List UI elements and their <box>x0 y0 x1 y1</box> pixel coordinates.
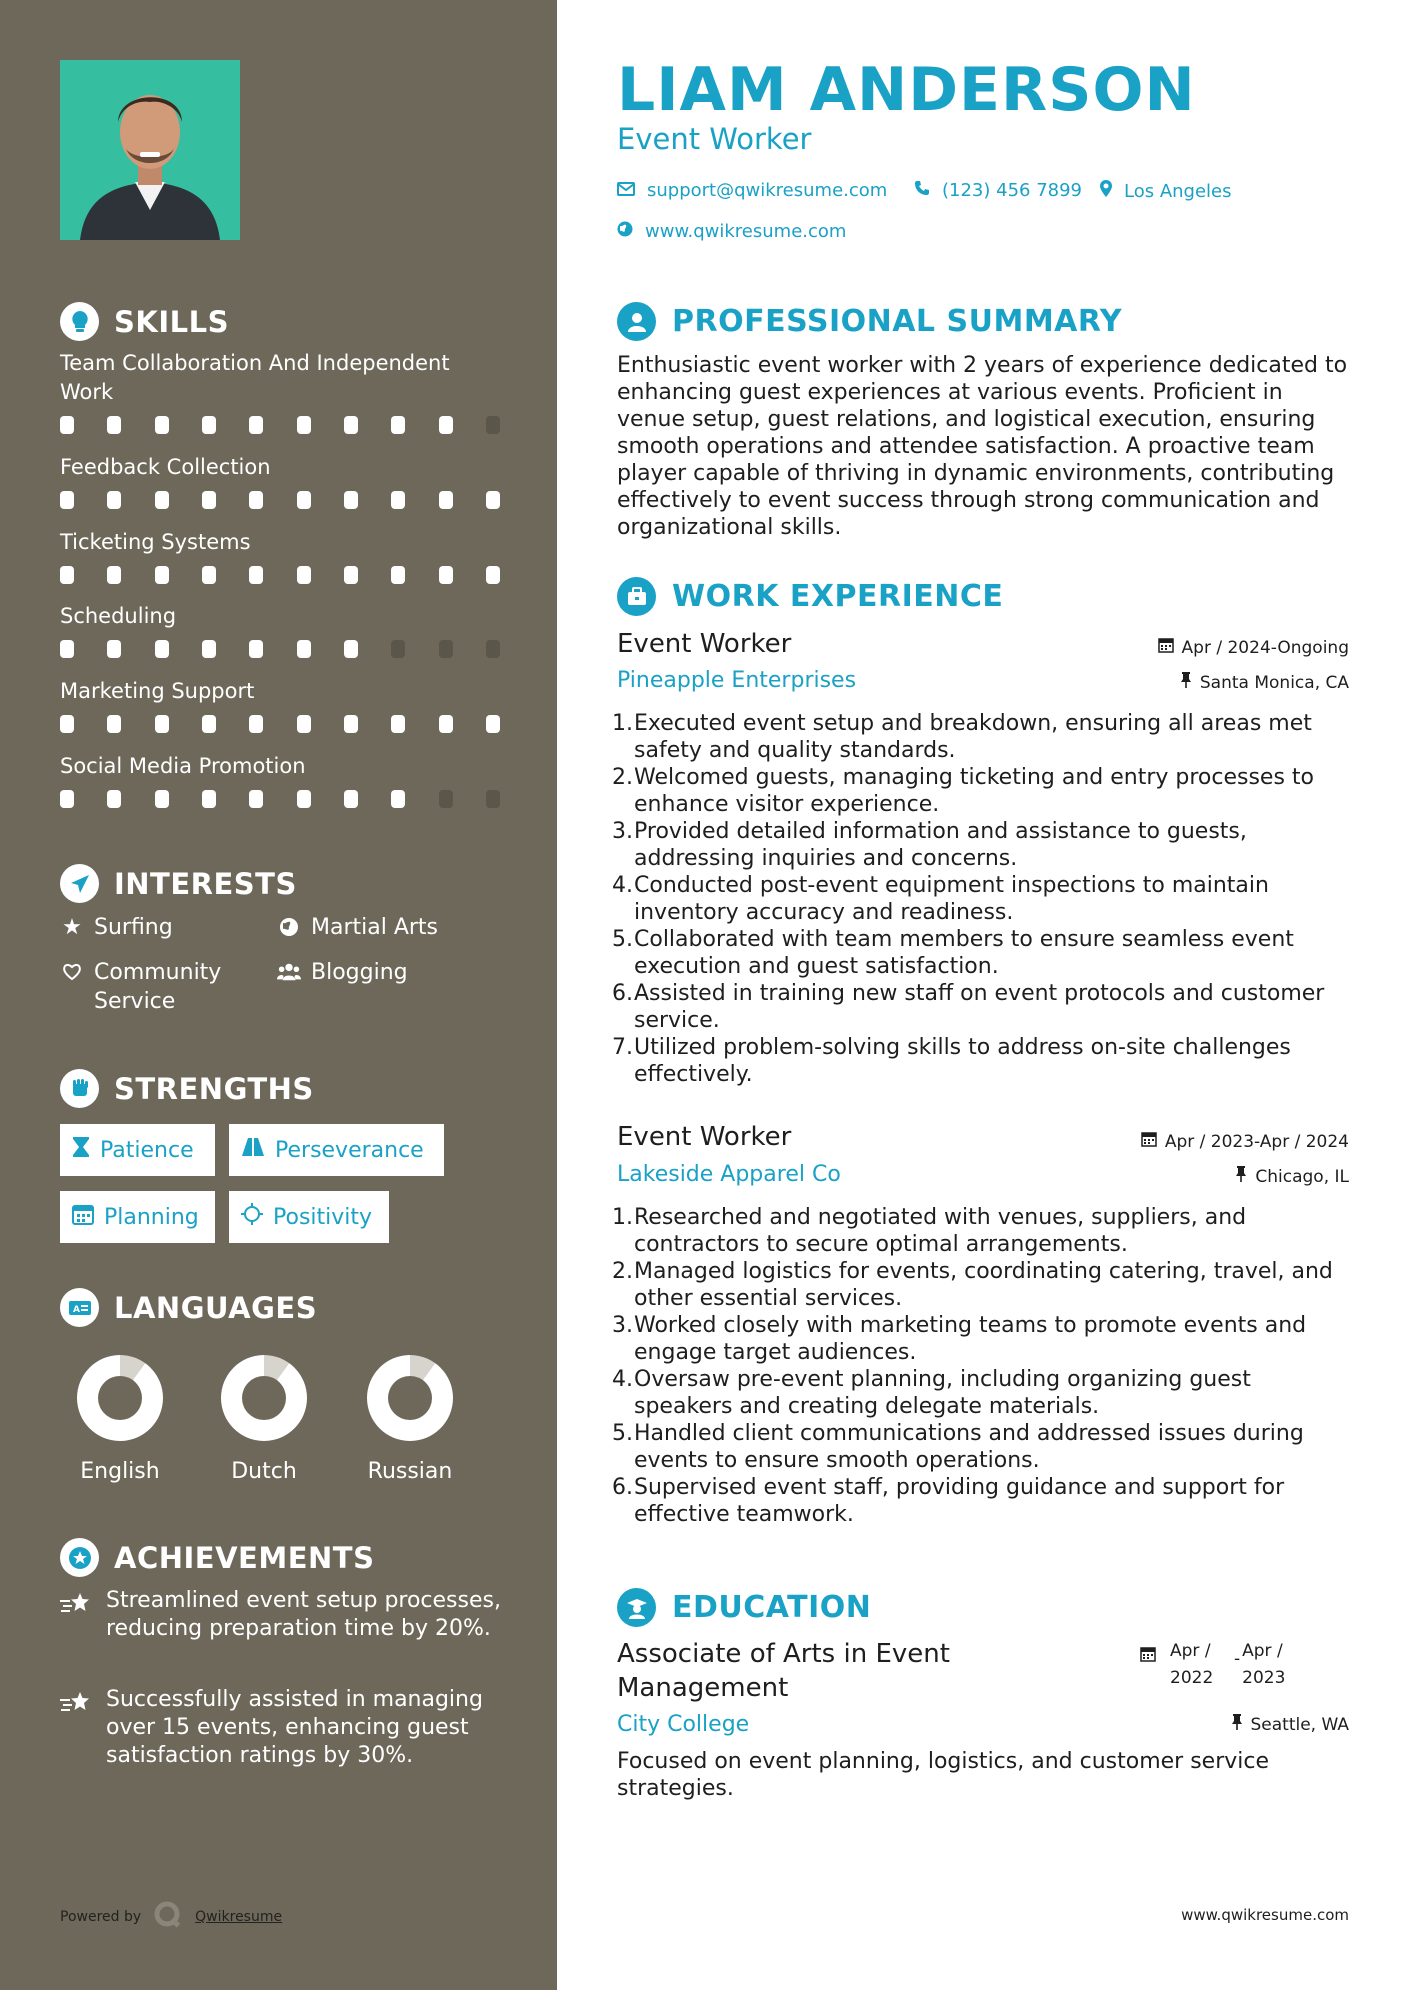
education-location-text: Seattle, WA <box>1250 1714 1349 1735</box>
skill-level-dot <box>297 640 311 658</box>
job-duty-item <box>612 764 1352 818</box>
duty-text: Utilized problem-solving skills to address on-site challenges effectively. <box>634 1035 1291 1087</box>
skills-title: SKILLS <box>114 304 229 339</box>
paper-plane-icon <box>60 864 99 903</box>
job-duty-item <box>612 1474 1352 1528</box>
skill-name: Scheduling <box>60 604 177 628</box>
achievement-text: Streamlined event setup processes, reducing preparation time by 20%. <box>106 1588 501 1641</box>
interest-label: Surfing <box>94 915 173 940</box>
interests-heading <box>60 864 297 903</box>
skill-level-dot <box>297 566 311 584</box>
interest-label: Blogging <box>311 960 408 985</box>
duty-text: Oversaw pre-event planning, including organizing guest speakers and creating delegate materials. <box>634 1367 1251 1419</box>
skill-item <box>60 602 500 658</box>
job-dates-text: Apr / 2023-Apr / 2024 <box>1164 1131 1349 1152</box>
duty-text: Worked closely with marketing teams to promote events and engage target audiences. <box>634 1313 1307 1365</box>
skill-level-dot <box>60 640 74 658</box>
achievements-heading <box>60 1538 374 1577</box>
calendar-icon <box>1158 637 1174 658</box>
summary-heading <box>617 302 1122 341</box>
achievement-item <box>60 1686 520 1770</box>
skill-item <box>60 677 500 733</box>
duty-text: Supervised event staff, providing guidance and support for effective teamwork. <box>634 1475 1285 1527</box>
star-icon: ★ <box>62 914 82 940</box>
duty-text: Provided detailed information and assistance to guests, addressing inquiries and concerns. <box>634 819 1247 871</box>
user-icon <box>617 302 656 341</box>
skill-level-dots <box>60 491 500 509</box>
envelope-icon <box>617 180 635 201</box>
strength-label: Positivity <box>273 1204 373 1230</box>
pin-icon <box>1235 1166 1247 1187</box>
qwikresume-link[interactable]: Qwikresume <box>195 1909 283 1925</box>
experience-heading <box>617 577 1003 616</box>
skill-level-dot <box>60 715 74 733</box>
skill-item <box>60 528 500 584</box>
duty-text: Conducted post-event equipment inspections to maintain inventory accuracy and readiness. <box>634 873 1269 925</box>
skill-level-dot <box>391 790 405 808</box>
duty-text: Executed event setup and breakdown, ensuring all areas met safety and quality standards. <box>634 711 1312 763</box>
strength-badge-positivity <box>229 1191 389 1243</box>
skill-level-dot <box>107 715 121 733</box>
duty-number: 6. <box>612 1475 633 1500</box>
lightbulb-icon <box>60 302 99 341</box>
strength-label: Patience <box>100 1137 194 1163</box>
candidate-title: Event Worker <box>617 122 812 156</box>
skill-level-dot <box>391 416 405 434</box>
skill-level-dot <box>155 566 169 584</box>
job-duty-item <box>612 1034 1352 1088</box>
skill-level-dot <box>107 491 121 509</box>
hourglass-icon <box>72 1136 90 1164</box>
education-school: City College <box>617 1712 750 1737</box>
sidebar <box>0 0 557 1990</box>
job-duty-item <box>612 872 1352 926</box>
job-duty-item <box>612 1312 1352 1366</box>
duty-number: 6. <box>612 981 633 1006</box>
duty-number: 3. <box>612 819 633 844</box>
skill-level-dot <box>107 640 121 658</box>
skill-level-dot <box>391 491 405 509</box>
duty-text: Researched and negotiated with venues, suppliers, and contractors to secure optimal arrangements. <box>634 1205 1247 1257</box>
education-date-separator: - <box>1234 1649 1241 1669</box>
strengths-heading <box>60 1069 314 1108</box>
job-duty-item <box>612 1366 1352 1420</box>
duty-text: Welcomed guests, managing ticketing and entry processes to enhance visitor experience. <box>634 765 1315 817</box>
contact-phone[interactable] <box>914 180 1082 201</box>
skill-level-dot <box>155 640 169 658</box>
users-icon <box>277 958 301 986</box>
education-title: EDUCATION <box>672 1590 872 1625</box>
achievements-title: ACHIEVEMENTS <box>114 1540 375 1575</box>
job-duties-list <box>612 1204 1352 1528</box>
strengths-title: STRENGTHS <box>114 1071 314 1106</box>
skill-level-dot <box>439 790 453 808</box>
education-degree: Associate of Arts in Event Management <box>617 1639 950 1703</box>
contact-website[interactable] <box>617 221 846 242</box>
education-dates <box>1140 1638 1292 1692</box>
email-text: support@qwikresume.com <box>647 180 888 201</box>
skill-level-dot <box>155 416 169 434</box>
languages-heading <box>60 1288 317 1327</box>
skill-level-dot <box>60 416 74 434</box>
language-level-ring <box>367 1355 453 1441</box>
skill-level-dot <box>344 416 358 434</box>
interest-label: Community Service <box>94 960 222 1014</box>
skill-level-dots <box>60 715 500 733</box>
skill-level-dot <box>297 790 311 808</box>
skill-level-dots <box>60 790 500 808</box>
achievement-text: Successfully assisted in managing over 15 events, enhancing guest satisfaction ratings by 30%. <box>106 1687 483 1768</box>
calendar-icon <box>72 1203 94 1231</box>
language-level-ring <box>77 1355 163 1441</box>
duty-number: 4. <box>612 1367 633 1392</box>
skill-level-dot <box>60 491 74 509</box>
phone-text: (123) 456 7899 <box>942 180 1083 201</box>
skill-name: Feedback Collection <box>60 455 271 479</box>
skill-level-dot <box>486 491 500 509</box>
calendar-icon <box>1140 1638 1156 1692</box>
language-name: English <box>80 1459 160 1484</box>
sun-outline-icon <box>241 1203 263 1231</box>
pin-icon <box>1180 672 1192 693</box>
job-duty-item <box>612 1258 1352 1312</box>
footer-website-link[interactable]: www.qwikresume.com <box>1181 1906 1349 1924</box>
language-level-ring <box>221 1355 307 1441</box>
skill-level-dot <box>391 640 405 658</box>
shooting-star-icon <box>60 1587 94 1643</box>
strength-label: Planning <box>104 1204 199 1230</box>
duty-number: 3. <box>612 1313 633 1338</box>
qwikresume-logo-icon <box>153 1900 183 1934</box>
duty-text: Assisted in training new staff on event protocols and customer service. <box>634 981 1325 1033</box>
candidate-name: LIAM ANDERSON <box>617 55 1196 125</box>
skill-level-dot <box>297 416 311 434</box>
summary-title: PROFESSIONAL SUMMARY <box>672 304 1123 339</box>
language-item-english <box>60 1355 180 1484</box>
heart-outline-icon <box>60 958 84 986</box>
duty-number: 5. <box>612 927 633 952</box>
skill-level-dot <box>486 566 500 584</box>
map-pin-icon <box>1100 180 1112 203</box>
duty-number: 4. <box>612 873 633 898</box>
skill-level-dot <box>107 416 121 434</box>
skill-level-dot <box>486 790 500 808</box>
skill-level-dot <box>155 491 169 509</box>
skill-level-dot <box>107 790 121 808</box>
skill-level-dot <box>439 491 453 509</box>
skill-level-dot <box>297 715 311 733</box>
job-location <box>1235 1166 1349 1187</box>
job-duty-item <box>612 1204 1352 1258</box>
job-location <box>1180 672 1349 693</box>
graduate-icon <box>617 1588 656 1627</box>
skill-level-dot <box>344 790 358 808</box>
achievement-item <box>60 1587 520 1643</box>
language-item-russian <box>350 1355 470 1484</box>
skill-level-dot <box>249 491 263 509</box>
duty-number: 1. <box>612 1205 633 1230</box>
star-badge-icon <box>60 1538 99 1577</box>
skill-level-dot <box>155 715 169 733</box>
powered-by-label: Powered by <box>60 1909 142 1925</box>
globe-icon <box>617 221 633 242</box>
website-text: www.qwikresume.com <box>645 221 847 242</box>
duty-number: 2. <box>612 1259 633 1284</box>
interest-item-martial-arts <box>277 913 438 942</box>
strength-badge-patience <box>60 1124 215 1176</box>
education-location <box>1231 1714 1350 1735</box>
skill-name: Team Collaboration And Independent Work <box>60 351 450 404</box>
language-name: Dutch <box>231 1459 297 1484</box>
strength-badge-planning <box>60 1191 215 1243</box>
skill-level-dot <box>344 491 358 509</box>
skill-level-dot <box>439 566 453 584</box>
job-duty-item <box>612 710 1352 764</box>
education-heading <box>617 1588 871 1627</box>
duty-text: Handled client communications and addressed issues during events to ensure smooth operations. <box>634 1421 1304 1473</box>
skill-level-dot <box>486 416 500 434</box>
skill-level-dot <box>249 566 263 584</box>
fist-icon <box>60 1069 99 1108</box>
briefcase-icon <box>617 577 656 616</box>
skill-level-dot <box>391 715 405 733</box>
skill-level-dot <box>344 640 358 658</box>
skill-name: Marketing Support <box>60 679 255 703</box>
skill-level-dot <box>439 640 453 658</box>
skill-level-dot <box>202 491 216 509</box>
duty-number: 7. <box>612 1035 633 1060</box>
strength-badge-perseverance <box>229 1124 444 1176</box>
pin-icon <box>1231 1714 1243 1735</box>
interest-item-blogging <box>277 958 408 987</box>
job-role: Event Worker <box>617 629 792 659</box>
skill-name: Ticketing Systems <box>60 530 251 554</box>
language-name: Russian <box>367 1459 453 1484</box>
skills-heading <box>60 302 229 341</box>
duty-text: Collaborated with team members to ensure seamless event execution and guest satisfaction. <box>634 927 1294 979</box>
interests-title: INTERESTS <box>114 866 297 901</box>
skill-level-dot <box>391 566 405 584</box>
skill-level-dot <box>60 790 74 808</box>
calendar-icon <box>1141 1131 1157 1152</box>
interest-label: Martial Arts <box>311 915 439 940</box>
skill-level-dot <box>249 715 263 733</box>
skill-item <box>60 453 500 509</box>
job-duty-item <box>612 980 1352 1034</box>
duty-text: Managed logistics for events, coordinating catering, travel, and other essential services. <box>634 1259 1333 1311</box>
job-dates <box>1158 637 1349 658</box>
skill-level-dot <box>155 790 169 808</box>
shooting-star-icon <box>60 1686 94 1770</box>
job-duty-item <box>612 926 1352 980</box>
skill-level-dot <box>344 715 358 733</box>
language-card-icon <box>60 1288 99 1327</box>
job-dates <box>1141 1131 1349 1152</box>
skill-level-dots <box>60 640 500 658</box>
contact-location <box>1100 180 1232 203</box>
skill-level-dot <box>202 416 216 434</box>
language-item-dutch <box>204 1355 324 1484</box>
skill-item <box>60 752 500 808</box>
job-company: Lakeside Apparel Co <box>617 1162 841 1187</box>
contact-email[interactable] <box>617 180 887 201</box>
skill-level-dots <box>60 566 500 584</box>
skill-level-dot <box>202 790 216 808</box>
powered-by <box>60 1900 282 1934</box>
job-company: Pineapple Enterprises <box>617 668 857 693</box>
skill-item <box>60 349 500 434</box>
education-end: Apr / 2023 <box>1242 1641 1286 1688</box>
skill-level-dot <box>202 640 216 658</box>
job-duty-item <box>612 818 1352 872</box>
skill-level-dot <box>202 566 216 584</box>
education-description: Focused on event planning, logistics, and customer service strategies. <box>617 1749 1269 1801</box>
skill-level-dot <box>249 640 263 658</box>
interest-item-community-service <box>60 958 260 1016</box>
skill-level-dot <box>249 790 263 808</box>
languages-title: LANGUAGES <box>114 1290 318 1325</box>
experience-title: WORK EXPERIENCE <box>672 579 1004 614</box>
skill-level-dot <box>107 566 121 584</box>
skill-level-dot <box>249 416 263 434</box>
job-location-text: Chicago, IL <box>1255 1166 1349 1187</box>
skill-level-dot <box>202 715 216 733</box>
education-start: Apr / 2022 <box>1170 1641 1214 1688</box>
duty-number: 5. <box>612 1421 633 1446</box>
skill-level-dots <box>60 416 500 434</box>
skill-level-dot <box>297 491 311 509</box>
job-duties-list <box>612 710 1352 1088</box>
skill-level-dot <box>439 715 453 733</box>
svg-text:A: A <box>72 1304 80 1315</box>
skill-level-dot <box>60 566 74 584</box>
road-icon <box>241 1137 265 1163</box>
job-dates-text: Apr / 2024-Ongoing <box>1181 637 1349 658</box>
skill-level-dot <box>439 416 453 434</box>
skill-level-dot <box>486 640 500 658</box>
globe-icon <box>277 913 301 941</box>
duty-number: 2. <box>612 765 633 790</box>
skill-level-dot <box>344 566 358 584</box>
job-duty-item <box>612 1420 1352 1474</box>
duty-number: 1. <box>612 711 633 736</box>
profile-photo <box>60 60 240 240</box>
interest-item-surfing <box>60 913 173 942</box>
skill-name: Social Media Promotion <box>60 754 306 778</box>
strength-label: Perseverance <box>275 1137 424 1163</box>
job-role: Event Worker <box>617 1122 792 1152</box>
job-location-text: Santa Monica, CA <box>1199 672 1349 693</box>
phone-icon <box>914 180 930 201</box>
location-text: Los Angeles <box>1124 181 1232 202</box>
skill-level-dot <box>486 715 500 733</box>
summary-text: Enthusiastic event worker with 2 years of experience dedicated to enhancing guest experiences at various events. Proficient in venue setup, guest relations, and logistical execution, ensuring smooth operations and attendee satisfaction. A proactive team player capable of thriving in dynamic environments, contributing effectively to event success through strong communication and organizational skills. <box>617 353 1348 540</box>
